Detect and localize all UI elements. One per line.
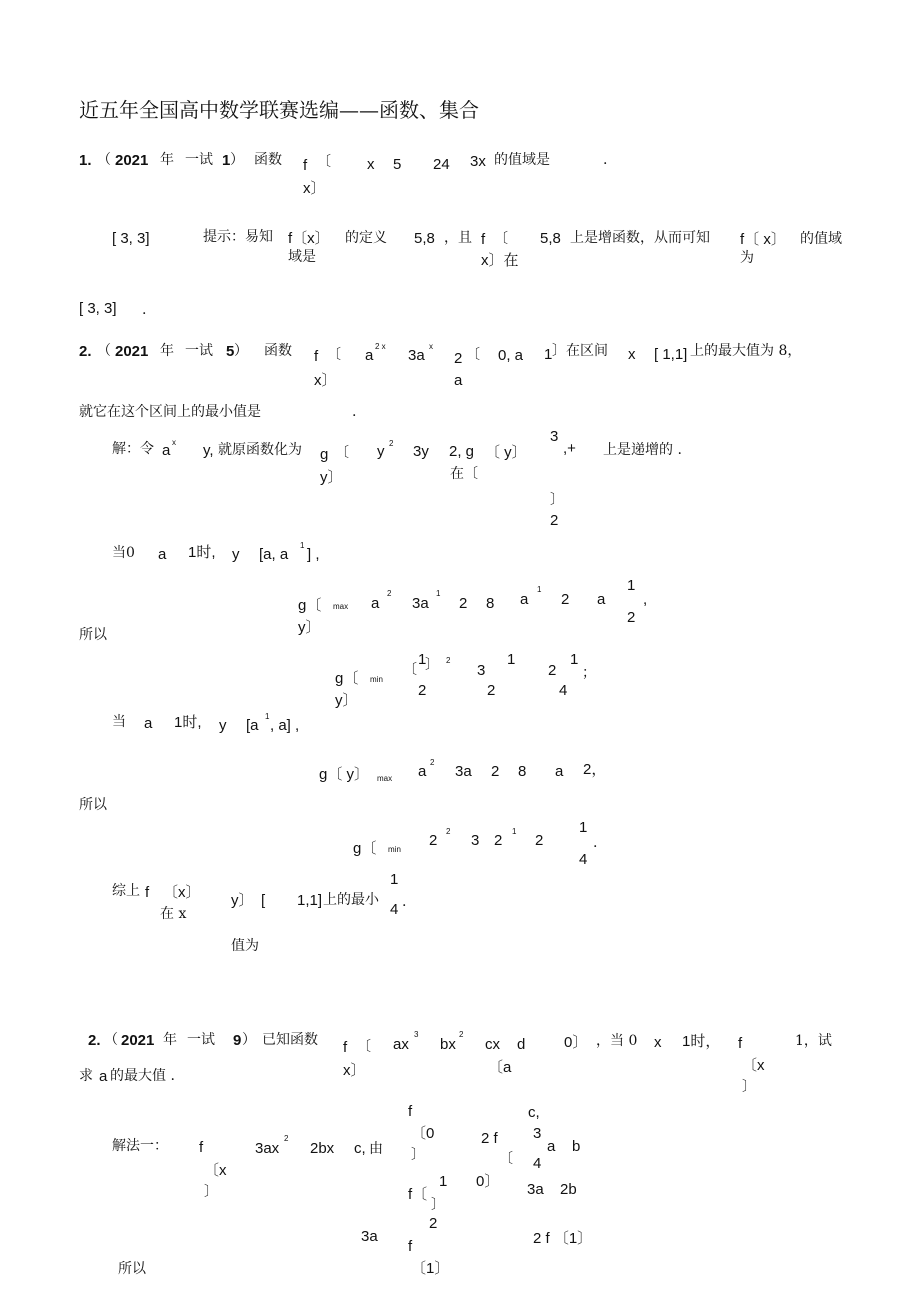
source-close: ） <box>230 152 244 168</box>
math-number: 5 <box>393 156 402 173</box>
math-symbol: a <box>144 715 153 732</box>
math-fraction-num: 3 <box>533 1125 542 1142</box>
hint-text: 域是 <box>288 249 316 265</box>
source-close: ） <box>234 343 248 359</box>
math-symbol: g〔 y〕 <box>319 766 370 783</box>
math-number: 8 <box>486 595 495 612</box>
math-symbol: f <box>408 1103 413 1120</box>
math-symbol: f <box>343 1039 348 1056</box>
math-interval: [a, a <box>259 546 289 563</box>
math-symbol: y〕 <box>231 892 254 909</box>
math-number: 1 <box>544 346 553 363</box>
math-symbol: a <box>365 347 374 364</box>
math-symbol: f〔 x〕 <box>740 231 786 248</box>
math-symbol: 2, g <box>449 443 475 460</box>
math-symbol: x <box>654 1034 662 1051</box>
math-symbol: 0, a <box>498 347 524 364</box>
hint-text: 的值域 <box>800 231 842 247</box>
math-symbol: f〔 <box>408 1186 428 1203</box>
math-number: 5,8 <box>414 230 435 247</box>
math-fraction-num: 1 <box>507 651 516 668</box>
source-index: 9 <box>233 1032 242 1049</box>
math-bracket: 〔 <box>499 1151 513 1167</box>
math-symbol: 1时, <box>174 714 202 731</box>
text-so: 所以 <box>118 1261 146 1277</box>
source-open: （ <box>97 343 111 359</box>
math-symbol: , <box>643 591 648 608</box>
conclusion-text: 在 x <box>160 906 187 922</box>
math-symbol: f <box>408 1238 413 1255</box>
math-number: 5,8 <box>540 230 561 247</box>
math-number: 2 <box>561 591 570 608</box>
math-interval: [ <box>261 892 266 909</box>
math-symbol: ； <box>582 665 596 681</box>
math-superscript: 1 <box>265 712 270 721</box>
solution-text: 在〔 <box>450 466 478 482</box>
math-symbol: a <box>162 442 171 459</box>
hint-text: 的定义 <box>345 230 387 246</box>
math-symbol: 2bx <box>310 1140 335 1157</box>
math-symbol: g <box>320 446 329 463</box>
solution-text: 上是递增的 . <box>603 442 682 458</box>
math-symbol: a <box>371 595 380 612</box>
math-symbol: a <box>418 763 427 780</box>
math-symbol: g〔 <box>298 597 322 614</box>
source-year: 2021 <box>115 152 149 169</box>
hint-text: 上是增函数，从而可知 <box>570 230 710 246</box>
math-fraction-den: 4 <box>579 851 588 868</box>
math-symbol: f <box>145 884 150 901</box>
math-symbol: x〕在 <box>481 252 519 269</box>
math-symbol: 〔 y〕 <box>485 444 527 461</box>
math-interval: [ 1,1] <box>654 346 688 363</box>
math-fraction-num: 3 <box>550 428 559 445</box>
math-fraction-num: 1 <box>418 651 427 668</box>
source-open: （ <box>104 1032 118 1048</box>
problem-number: 2. <box>79 343 92 360</box>
math-interval: ] , <box>307 546 320 563</box>
math-symbol: 2 f 〔1〕 <box>533 1230 593 1247</box>
math-interval: 1,1] <box>297 892 323 909</box>
problem-text: . <box>603 152 608 168</box>
math-superscript: 1 <box>436 589 441 598</box>
math-symbol: 3ax <box>255 1140 280 1157</box>
page-title: 近五年全国高中数学联赛选编——函数、集合 <box>79 98 479 122</box>
math-symbol: a <box>99 1068 108 1085</box>
math-fraction-den: 2 <box>487 682 496 699</box>
source-year-label: 年 <box>160 343 174 359</box>
problem-text: 〕在区间 <box>552 343 608 359</box>
source-close: ） <box>242 1032 256 1048</box>
answer: [ 3, 3] <box>112 230 150 247</box>
math-symbol: f <box>738 1035 743 1052</box>
case-label: 当 <box>112 714 126 730</box>
hint-text: 为 <box>740 250 754 266</box>
math-symbol: x〕 <box>303 180 326 197</box>
math-symbol: 3a <box>455 763 472 780</box>
math-interval: , a] , <box>270 717 300 734</box>
math-symbol: g〔 <box>353 840 377 857</box>
source-round: 一试 <box>185 343 213 359</box>
math-fraction-den: 4 <box>559 682 568 699</box>
math-subscript: min <box>370 675 383 684</box>
math-bracket: 〕 <box>425 657 439 673</box>
math-symbol: 〔a <box>488 1059 512 1076</box>
problem-text: . <box>352 404 357 420</box>
math-symbol: f <box>481 231 486 248</box>
math-bracket: 〕 <box>204 1184 218 1200</box>
math-symbol: a <box>555 763 564 780</box>
math-fraction-den: 4 <box>533 1155 542 1172</box>
source-year-label: 年 <box>163 1032 177 1048</box>
math-symbol: y <box>377 443 385 460</box>
source-round: 一试 <box>187 1032 215 1048</box>
math-symbol: x <box>367 156 375 173</box>
problem-text: 1，试 <box>795 1033 832 1049</box>
math-symbol: g〔 <box>335 670 359 687</box>
math-superscript: x <box>172 438 176 447</box>
conclusion-text: 上的最小 <box>323 892 379 908</box>
math-fraction-num: 1 <box>570 651 579 668</box>
math-bracket: 〔 <box>317 154 331 170</box>
problem-text: 的值域是 <box>494 152 550 168</box>
problem-number: 1. <box>79 152 92 169</box>
problem-text: 函数 <box>254 152 282 168</box>
math-symbol: a <box>597 591 606 608</box>
math-symbol: 3a <box>408 347 425 364</box>
text-so: 所以 <box>79 797 107 813</box>
math-bracket: 〕 <box>431 1197 445 1213</box>
math-symbol: y〕 <box>298 619 321 636</box>
math-subscript: max <box>333 602 349 611</box>
math-bracket: 〔 <box>327 347 341 363</box>
math-fraction-den: 2 <box>429 1215 438 1232</box>
math-bracket: 〕 <box>550 492 564 508</box>
math-number: 2， <box>583 761 607 778</box>
math-superscript: 2 <box>446 656 451 665</box>
solution-text: 就原函数化为 <box>218 442 302 458</box>
math-number: 3 <box>471 832 480 849</box>
math-superscript: 2 <box>459 1030 464 1039</box>
math-superscript: 2 <box>446 827 451 836</box>
math-symbol: 0〕 <box>564 1034 588 1051</box>
math-symbol: cx <box>485 1036 500 1053</box>
case-label: 当0 <box>112 545 135 561</box>
math-interval: [a <box>246 717 259 734</box>
answer-dot: . <box>142 302 147 318</box>
math-symbol: 0〕 <box>476 1173 500 1190</box>
math-symbol: . <box>402 894 407 910</box>
problem-text: 已知函数 <box>262 1032 318 1048</box>
math-number: 8 <box>518 763 527 780</box>
source-year: 2021 <box>121 1032 155 1049</box>
math-symbol: 〔0 <box>411 1125 435 1142</box>
math-number: 2 <box>429 832 438 849</box>
math-symbol: d <box>517 1036 526 1053</box>
math-symbol: f <box>314 348 319 365</box>
math-fraction-num: 1 <box>390 871 399 888</box>
math-symbol: bx <box>440 1036 456 1053</box>
math-fraction-den: 4 <box>390 901 399 918</box>
math-symbol: 3x <box>470 153 486 170</box>
math-symbol: a <box>454 372 463 389</box>
math-fraction-den: 2 <box>418 682 427 699</box>
conclusion-label: 综上 <box>112 883 140 899</box>
math-superscript: 2 <box>430 758 435 767</box>
math-symbol: x〕 <box>314 372 337 389</box>
math-symbol: c, <box>354 1140 366 1157</box>
math-symbol: x〕 <box>343 1062 366 1079</box>
math-symbol: . <box>593 835 598 851</box>
math-superscript: 2 <box>284 1134 289 1143</box>
math-number: 2 <box>494 832 503 849</box>
math-number: 2 <box>491 763 500 780</box>
math-superscript: 2 x <box>375 342 386 351</box>
solution-label: 解法一： <box>112 1138 168 1154</box>
math-superscript: 1 <box>300 541 305 550</box>
math-superscript: 2 <box>389 439 394 448</box>
source-year: 2021 <box>115 343 149 360</box>
problem-text: ，当 0 <box>596 1033 638 1049</box>
math-symbol: 1时， <box>682 1033 721 1050</box>
math-symbol: x <box>628 346 636 363</box>
math-symbol: a <box>158 546 167 563</box>
math-symbol: y〕 <box>320 469 343 486</box>
math-bracket: 〕 <box>742 1079 756 1095</box>
math-fraction-num: 1 <box>579 819 588 836</box>
source-index: 1 <box>222 152 231 169</box>
math-symbol: 3a <box>527 1181 544 1198</box>
math-symbol: 〔x〕 <box>163 884 201 901</box>
math-number: 2 <box>459 595 468 612</box>
problem-text: 就它在这个区间上的最小值是 <box>79 404 261 420</box>
math-symbol: f〔x〕 <box>288 230 330 247</box>
math-symbol: y <box>219 717 227 734</box>
problem-text: 求 <box>79 1068 93 1084</box>
hint-text: ，且 <box>444 230 472 246</box>
math-superscript: 2 <box>387 589 392 598</box>
solution-text: 由 <box>369 1141 383 1157</box>
math-symbol: f <box>199 1139 204 1156</box>
math-symbol: y <box>232 546 240 563</box>
math-subscript: max <box>377 774 393 783</box>
math-number: 2 <box>535 832 544 849</box>
math-superscript: 1 <box>512 827 517 836</box>
math-subscript: min <box>388 845 401 854</box>
problem-text: 函数 <box>264 343 292 359</box>
math-symbol: 1时, <box>188 544 216 561</box>
math-number: 24 <box>433 156 450 173</box>
math-bracket: 〔 <box>466 347 480 363</box>
math-bracket: 〔 <box>494 231 508 247</box>
math-fraction-den: 2 <box>550 512 559 529</box>
math-symbol: b <box>572 1138 581 1155</box>
math-fraction-den: 2 <box>627 609 636 626</box>
solution-label: 解：令 <box>112 441 154 457</box>
source-year-label: 年 <box>160 152 174 168</box>
problem-number: 2. <box>88 1032 101 1049</box>
math-symbol: 〔x <box>742 1057 765 1074</box>
math-symbol: ax <box>393 1036 409 1053</box>
math-symbol: f <box>303 157 308 174</box>
problem-text: 的最大值 . <box>110 1068 175 1084</box>
math-number: 3 <box>477 662 486 679</box>
math-fraction-num: 1 <box>627 577 636 594</box>
math-number: 2 <box>454 350 463 367</box>
math-bracket: 〔 <box>403 662 417 678</box>
math-symbol: 3a <box>412 595 429 612</box>
math-symbol: y〕 <box>335 692 358 709</box>
math-superscript: 1 <box>537 585 542 594</box>
math-number: 2 <box>548 662 557 679</box>
math-symbol: ,+ <box>563 440 576 457</box>
math-symbol: 〔1〕 <box>411 1260 450 1277</box>
source-round: 一试 <box>185 152 213 168</box>
math-symbol: a <box>547 1138 556 1155</box>
problem-text: 上的最大值为 8， <box>690 343 802 359</box>
math-symbol: 2b <box>560 1181 577 1198</box>
text-so: 所以 <box>79 627 107 643</box>
math-symbol: 3a <box>361 1228 378 1245</box>
math-symbol: 〔x <box>204 1162 227 1179</box>
math-symbol: 2 f <box>481 1130 498 1147</box>
math-bracket: 〔 <box>335 445 349 461</box>
math-symbol: c, <box>528 1104 540 1121</box>
hint-label: 提示：易知 <box>203 229 273 245</box>
math-fraction-num: 1 <box>439 1173 448 1190</box>
conclusion-text: 值为 <box>231 938 259 954</box>
math-symbol: y, <box>203 442 214 459</box>
math-bracket: 〕 <box>411 1147 425 1163</box>
answer: [ 3, 3] <box>79 300 117 317</box>
math-symbol: a <box>520 591 529 608</box>
math-symbol: 3y <box>413 443 429 460</box>
math-superscript: 3 <box>414 1030 419 1039</box>
source-open: （ <box>97 152 111 168</box>
source-index: 5 <box>226 343 235 360</box>
math-superscript: x <box>429 342 433 351</box>
math-bracket: 〔 <box>357 1039 371 1055</box>
